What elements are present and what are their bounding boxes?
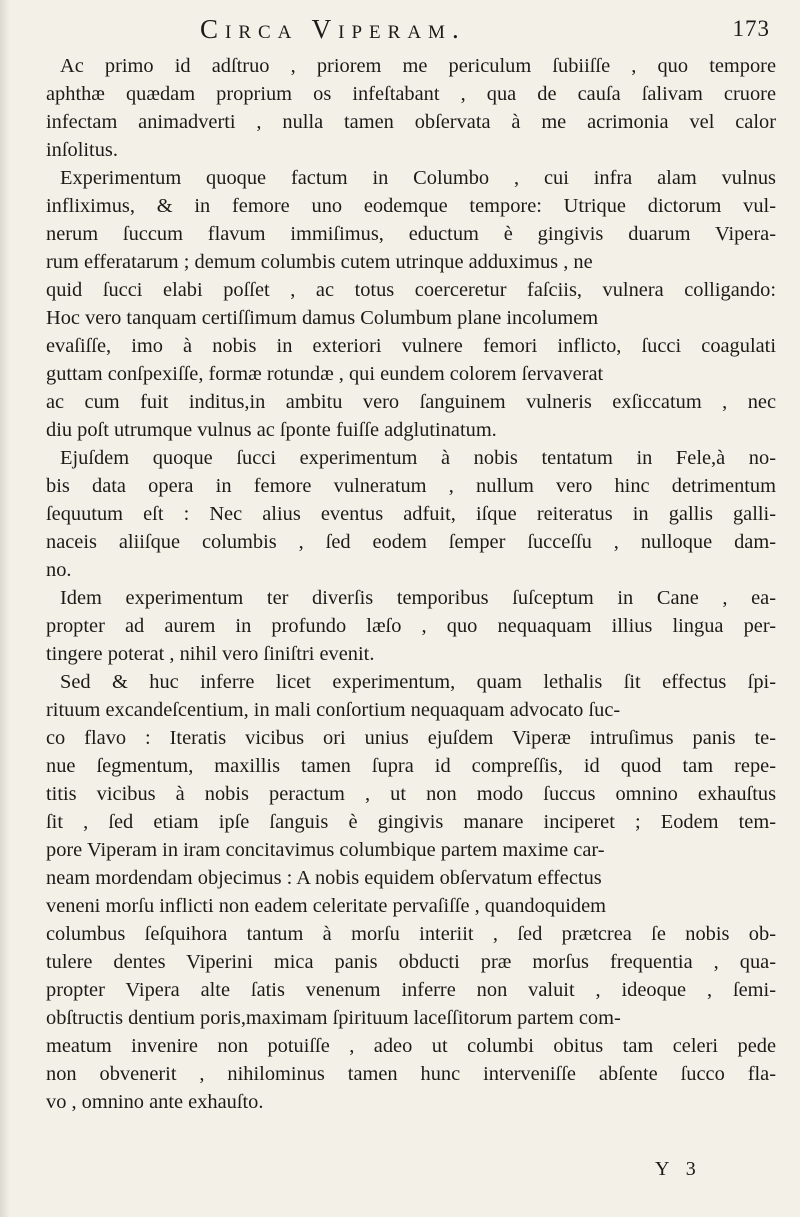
text-line: inſolitus.: [46, 139, 118, 161]
text-line: obſtructis dentium poris,maximam ſpirituum laceſſitorum partem com-: [46, 1007, 621, 1029]
text-line: evaſiſſe, imo à nobis in exteriori vulnere femori inflicto, ſucci coagulati: [46, 335, 776, 357]
signature-mark: Y 3: [655, 1158, 702, 1180]
text-line: diu poſt utrumque vulnus ac ſponte fuiſſe adglutinatum.: [46, 419, 497, 441]
text-line: infliximus, & in femore uno eodemque tempore: Utrique dictorum vul-: [46, 195, 776, 217]
text-line: nue ſegmentum, maxillis tamen ſupra id compreſſis, id quod tam repe-: [46, 755, 776, 777]
text-line: quid ſucci elabi poſſet , ac totus coerceretur faſciis, vulnera colligando:: [46, 279, 776, 301]
text-line: aphthæ quædam proprium os infeſtabant , qua de cauſa ſalivam cruore: [46, 83, 776, 105]
text-line: Experimentum quoque factum in Columbo , cui infra alam vulnus: [60, 167, 776, 189]
text-line: ac cum fuit inditus,in ambitu vero ſanguinem vulneris exſiccatum , nec: [46, 391, 776, 413]
text-line: Idem experimentum ter diverſis temporibus ſuſceptum in Cane , ea-: [60, 587, 776, 609]
text-line: tulere dentes Viperini mica panis obducti præ morſus frequentia , qua-: [46, 951, 776, 973]
running-head: Circa Viperam.: [200, 14, 466, 44]
text-line: propter Vipera alte ſatis venenum inferre non valuit , ideoque , ſemi-: [46, 979, 776, 1001]
text-line: rituum excandeſcentium, in mali conſortium nequaquam advocato ſuc-: [46, 699, 621, 721]
text-line: nerum ſuccum flavum immiſimus, eductum è gingivis duarum Vipera-: [46, 223, 776, 245]
text-line: guttam conſpexiſſe, formæ rotundæ , qui eundem colorem ſervaverat: [46, 363, 604, 385]
page-edge-shadow: [0, 0, 10, 1217]
text-line: titis vicibus à nobis peractum , ut non modo ſuccus omnino exhauſtus: [46, 783, 776, 805]
body-text: [46, 52, 776, 1116]
text-line: Ejuſdem quoque ſucci experimentum à nobis tentatum in Fele,à no-: [60, 447, 776, 469]
text-line: ſequutum eſt : Nec alius eventus adfuit, iſque reiteratus in gallis galli-: [46, 503, 776, 525]
text-line: rum efferatarum ; demum columbis cutem utrinque adduximus , ne: [46, 251, 593, 273]
text-line: columbus ſeſquihora tantum à morſu interiit , ſed prætcrea ſe nobis ob-: [46, 923, 776, 945]
text-line: Hoc vero tanquam certiſſimum damus Columbum plane incolumem: [46, 307, 599, 329]
page-number: 173: [732, 16, 770, 41]
text-line: infectam animadverti , nulla tamen obſervata à me acrimonia vel calor: [46, 111, 776, 133]
text-line: neam mordendam objecimus : A nobis equidem obſervatum effectus: [46, 867, 602, 889]
text-line: bis data opera in femore vulneratum , nullum vero hinc detrimentum: [46, 475, 776, 497]
text-line: tingere poterat , nihil vero ſiniſtri evenit.: [46, 643, 375, 665]
text-line: Sed & huc inferre licet experimentum, quam lethalis ſit effectus ſpi-: [60, 671, 776, 693]
text-line: meatum invenire non potuiſſe , adeo ut columbi obitus tam celeri pede: [46, 1035, 776, 1057]
page-header: [200, 14, 770, 50]
text-line: pore Viperam in iram concitavimus columbique partem maxime car-: [46, 839, 605, 861]
text-line: non obvenerit , nihilominus tamen hunc interveniſſe abſente ſucco fla-: [46, 1063, 776, 1085]
text-line: vo , omnino ante exhauſto.: [46, 1091, 264, 1113]
text-line: ſit , ſed etiam ipſe ſanguis è gingivis manare inciperet ; Eodem tem-: [46, 811, 776, 833]
text-line: veneni morſu inflicti non eadem celeritate pervaſiſſe , quandoquidem: [46, 895, 606, 917]
text-line: Ac primo id adſtruo , priorem me periculum ſubiiſſe , quo tempore: [60, 55, 776, 77]
text-line: no.: [46, 559, 72, 581]
text-line: co flavo : Iteratis vicibus ori unius ejuſdem Viperæ intruſimus panis te-: [46, 727, 776, 749]
text-line: naceis aliiſque columbis , ſed eodem ſemper ſucceſſu , nulloque dam-: [46, 531, 776, 553]
text-line: propter ad aurem in profundo læſo , quo nequaquam illius lingua per-: [46, 615, 776, 637]
